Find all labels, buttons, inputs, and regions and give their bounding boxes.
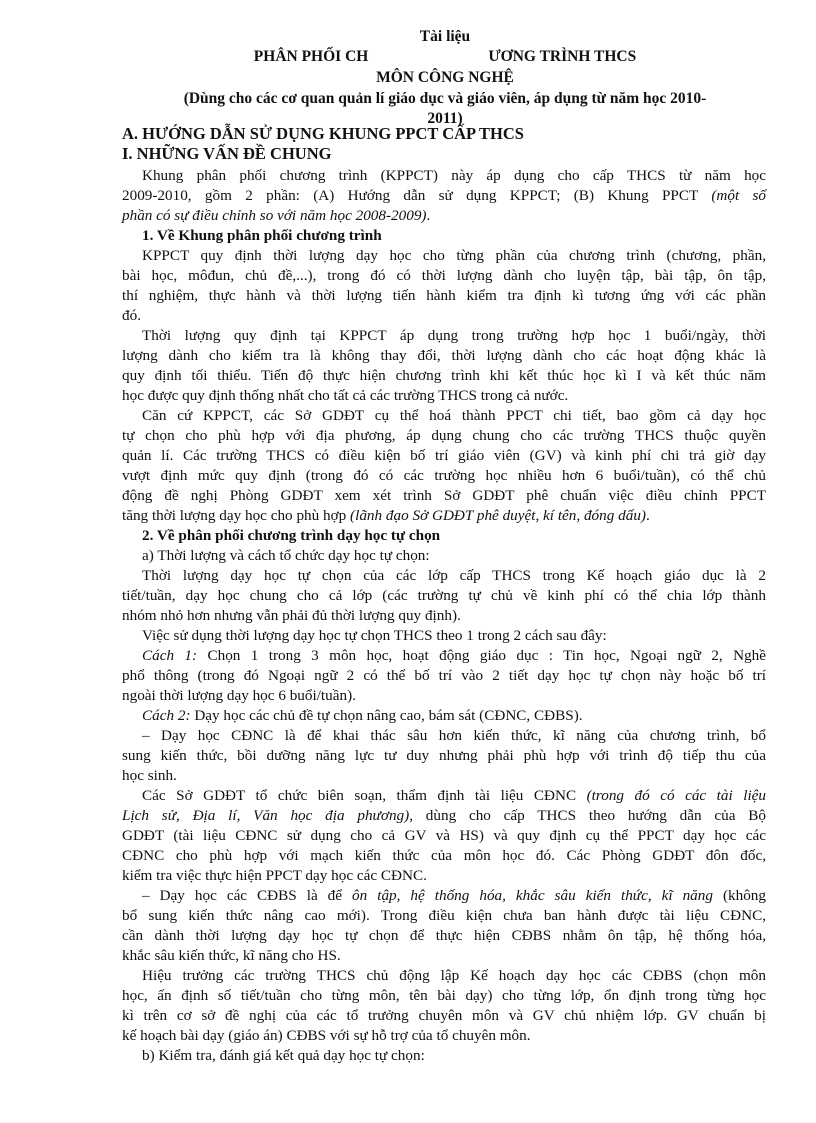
program-title — [120, 46, 770, 67]
paragraph-line: học được quy định thống nhất cho tất cả các trường THCS trong cả nước. — [122, 387, 569, 404]
paragraph-line: 2009-2010, gồm 2 phần: (A) Hướng dẫn sử dụng KPPCT; (B) Khung PPCT (một số — [122, 187, 767, 204]
paragraph-line: khắc sâu kiến thức, kĩ năng cho HS. — [122, 947, 341, 964]
paragraph-line: Cách 1: Chọn 1 trong 3 môn học, hoạt động giáo dục : Tin học, Ngoại ngữ 2, Nghề — [142, 647, 766, 664]
paragraph-line: – Dạy học CĐNC là để khai thác sâu hơn kiến thức, kĩ năng của chương trình, bổ — [142, 727, 766, 744]
paragraph-line: phần có sự điều chỉnh so với năm học 2008-2009). — [122, 207, 431, 224]
paragraph-line: học, ấn định số tiết/tuần cho từng môn, tên bài dạy) cho từng lớp, ổn định trong từng học — [122, 987, 766, 1004]
paragraph-line: Hiệu trưởng các trường THCS chủ động lập Kế hoạch dạy học các CĐBS (chọn môn — [142, 967, 766, 984]
paragraph-line: động đề nghị Phòng GDĐT xem xét trình Sở GDĐT phê chuẩn việc điều chỉnh PPCT — [122, 487, 766, 504]
paragraph-line: Thời lượng quy định tại KPPCT áp dụng trong trường hợp học 1 buổi/ngày, thời — [142, 327, 766, 344]
paragraph-line: kế hoạch bài dạy (giáo án) CĐBS với sự hỗ trợ của tổ chuyên môn. — [122, 1027, 531, 1044]
paragraph-line: kì trên cơ sở đề nghị của các tổ trưởng chuyên môn và GV chủ nhiệm lớp. GV chuẩn bị — [122, 1007, 766, 1024]
paragraph-line: quản lí. Các trường THCS có điều kiện bố trí giáo viên (GV) và kinh phí chi trả giờ dạy — [122, 447, 766, 464]
paragraph-line: Thời lượng dạy học tự chọn của các lớp cấp THCS trong Kế hoạch giáo dục là 2 — [142, 567, 766, 584]
program-title-right: ƯƠNG TRÌNH THCS — [488, 48, 637, 65]
paragraph-line: Khung phân phối chương trình (KPPCT) này áp dụng cho cấp THCS từ năm học — [142, 167, 766, 184]
scope-line-1: (Dùng cho các cơ quan quản lí giáo dục và giáo viên, áp dụng từ năm học 2010- — [183, 90, 707, 107]
section-i-heading: I. NHỮNG VẤN ĐỀ CHUNG — [122, 144, 332, 163]
paragraph-line: Việc sử dụng thời lượng dạy học tự chọn THCS theo 1 trong 2 cách sau đây: — [142, 627, 607, 644]
paragraph-line: KPPCT quy định thời lượng dạy học cho từng phần của chương trình (chương, phần, — [142, 247, 766, 264]
paragraph-line: CĐNC cho phù hợp với mạch kiến thức của môn học đó. Các Phòng GDĐT đôn đốc, — [122, 847, 766, 864]
paragraph-line: – Dạy học các CĐBS là để ôn tập, hệ thống hóa, khắc sâu kiến thức, kĩ năng (không — [142, 887, 766, 904]
paragraph-line: bài học, môđun, chủ đề,...), trong đó có thời lượng dành cho luyện tập, bài tập, ôn tập, — [122, 267, 766, 284]
paragraph-line: Cách 2: Dạy học các chủ đề tự chọn nâng cao, bám sát (CĐNC, CĐBS). — [142, 707, 583, 724]
program-title-left: PHÂN PHỐI CH — [253, 48, 369, 65]
subheading-2: 2. Về phân phối chương trình dạy học tự chọn — [142, 527, 441, 544]
paragraph-line: kiểm tra việc thực hiện PPCT dạy học các CĐNC. — [122, 867, 427, 884]
paragraph-line: GDĐT (tài liệu CĐNC sử dụng cho cả GV và HS) và quy định cụ thể PPCT dạy học các — [122, 827, 766, 844]
paragraph-line: tự chọn cho phù hợp với địa phương, áp dụng chung cho các trường THCS thuộc quyền — [122, 427, 766, 444]
subject-title: MÔN CÔNG NGHỆ — [376, 69, 514, 86]
paragraph-line: sung kiến thức, bồi dưỡng năng lực tư duy nhưng phải phù hợp với trình độ tiếp thu của — [122, 747, 766, 764]
paragraph-line: cần dành thời lượng dạy học tự chọn để thực hiện CĐBS nhằm ôn tập, hệ thống hóa, — [122, 927, 766, 944]
paragraph-line: quy định tối thiểu. Tiến độ thực hiện chương trình khi kết thúc học kì I và kết thúc năm — [122, 367, 766, 384]
paragraph-line: đó. — [122, 307, 141, 324]
doc-title: Tài liệu — [419, 28, 471, 45]
paragraph-line: phổ thông (trong đó Ngoại ngữ 2 có thể bố trí vào 2 tiết dạy học tự chọn này hoặc bố trí — [122, 667, 766, 684]
scope-line-2: 2011) — [427, 110, 463, 127]
paragraph-line: lượng dành cho kiểm tra là không thay đổi, thời lượng dành cho các hoạt động khác là — [122, 347, 766, 364]
section-a-heading: A. HƯỚNG DẪN SỬ DỤNG KHUNG PPCT CẤP THCS — [122, 124, 524, 143]
paragraph-line: nhóm nhỏ hơn nhưng vẫn phải đủ thời lượng quy định). — [122, 607, 461, 624]
paragraph-line: Các Sở GDĐT tổ chức biên soạn, thẩm định tài liệu CĐNC (trong đó có các tài liệu — [142, 787, 766, 804]
paragraph-line: Lịch sử, Địa lí, Văn học địa phương), dùng cho cấp THCS theo hướng dẫn của Bộ — [122, 807, 766, 824]
paragraph-line: tiết/tuần, dạy học chung cho cả lớp (các trường tự chủ về kinh phí có thể chia lớp thành — [122, 587, 766, 604]
paragraph-line: Căn cứ KPPCT, các Sở GDĐT cụ thể hoá thành PPCT chi tiết, bao gồm cả dạy học — [142, 407, 766, 424]
paragraph-line: vượt định mức quy định (trong đó có các trường học nhiều hơn 6 buổi/tuần), có thể chủ — [122, 467, 766, 484]
paragraph-line: ngoài thời lượng dạy học 6 buổi/tuần). — [122, 687, 356, 704]
paragraph-line: học sinh. — [122, 767, 177, 784]
paragraph-line: bổ sung kiến thức nâng cao mới). Trong điều kiện chưa ban hành được tài liệu CĐNC, — [122, 907, 766, 924]
paragraph-line: tăng thời lượng dạy học cho phù hợp (lãnh đạo Sở GDĐT phê duyệt, kí tên, đóng dấu). — [122, 507, 650, 524]
paragraph-line: a) Thời lượng và cách tổ chức dạy học tự chọn: — [142, 547, 430, 564]
subheading-1: 1. Về Khung phân phối chương trình — [142, 227, 382, 244]
paragraph-line: b) Kiểm tra, đánh giá kết quả dạy học tự chọn: — [142, 1047, 425, 1064]
paragraph-line: thí nghiệm, thực hành và thời lượng tiến hành kiểm tra định kì tương ứng với các phần — [122, 287, 766, 304]
